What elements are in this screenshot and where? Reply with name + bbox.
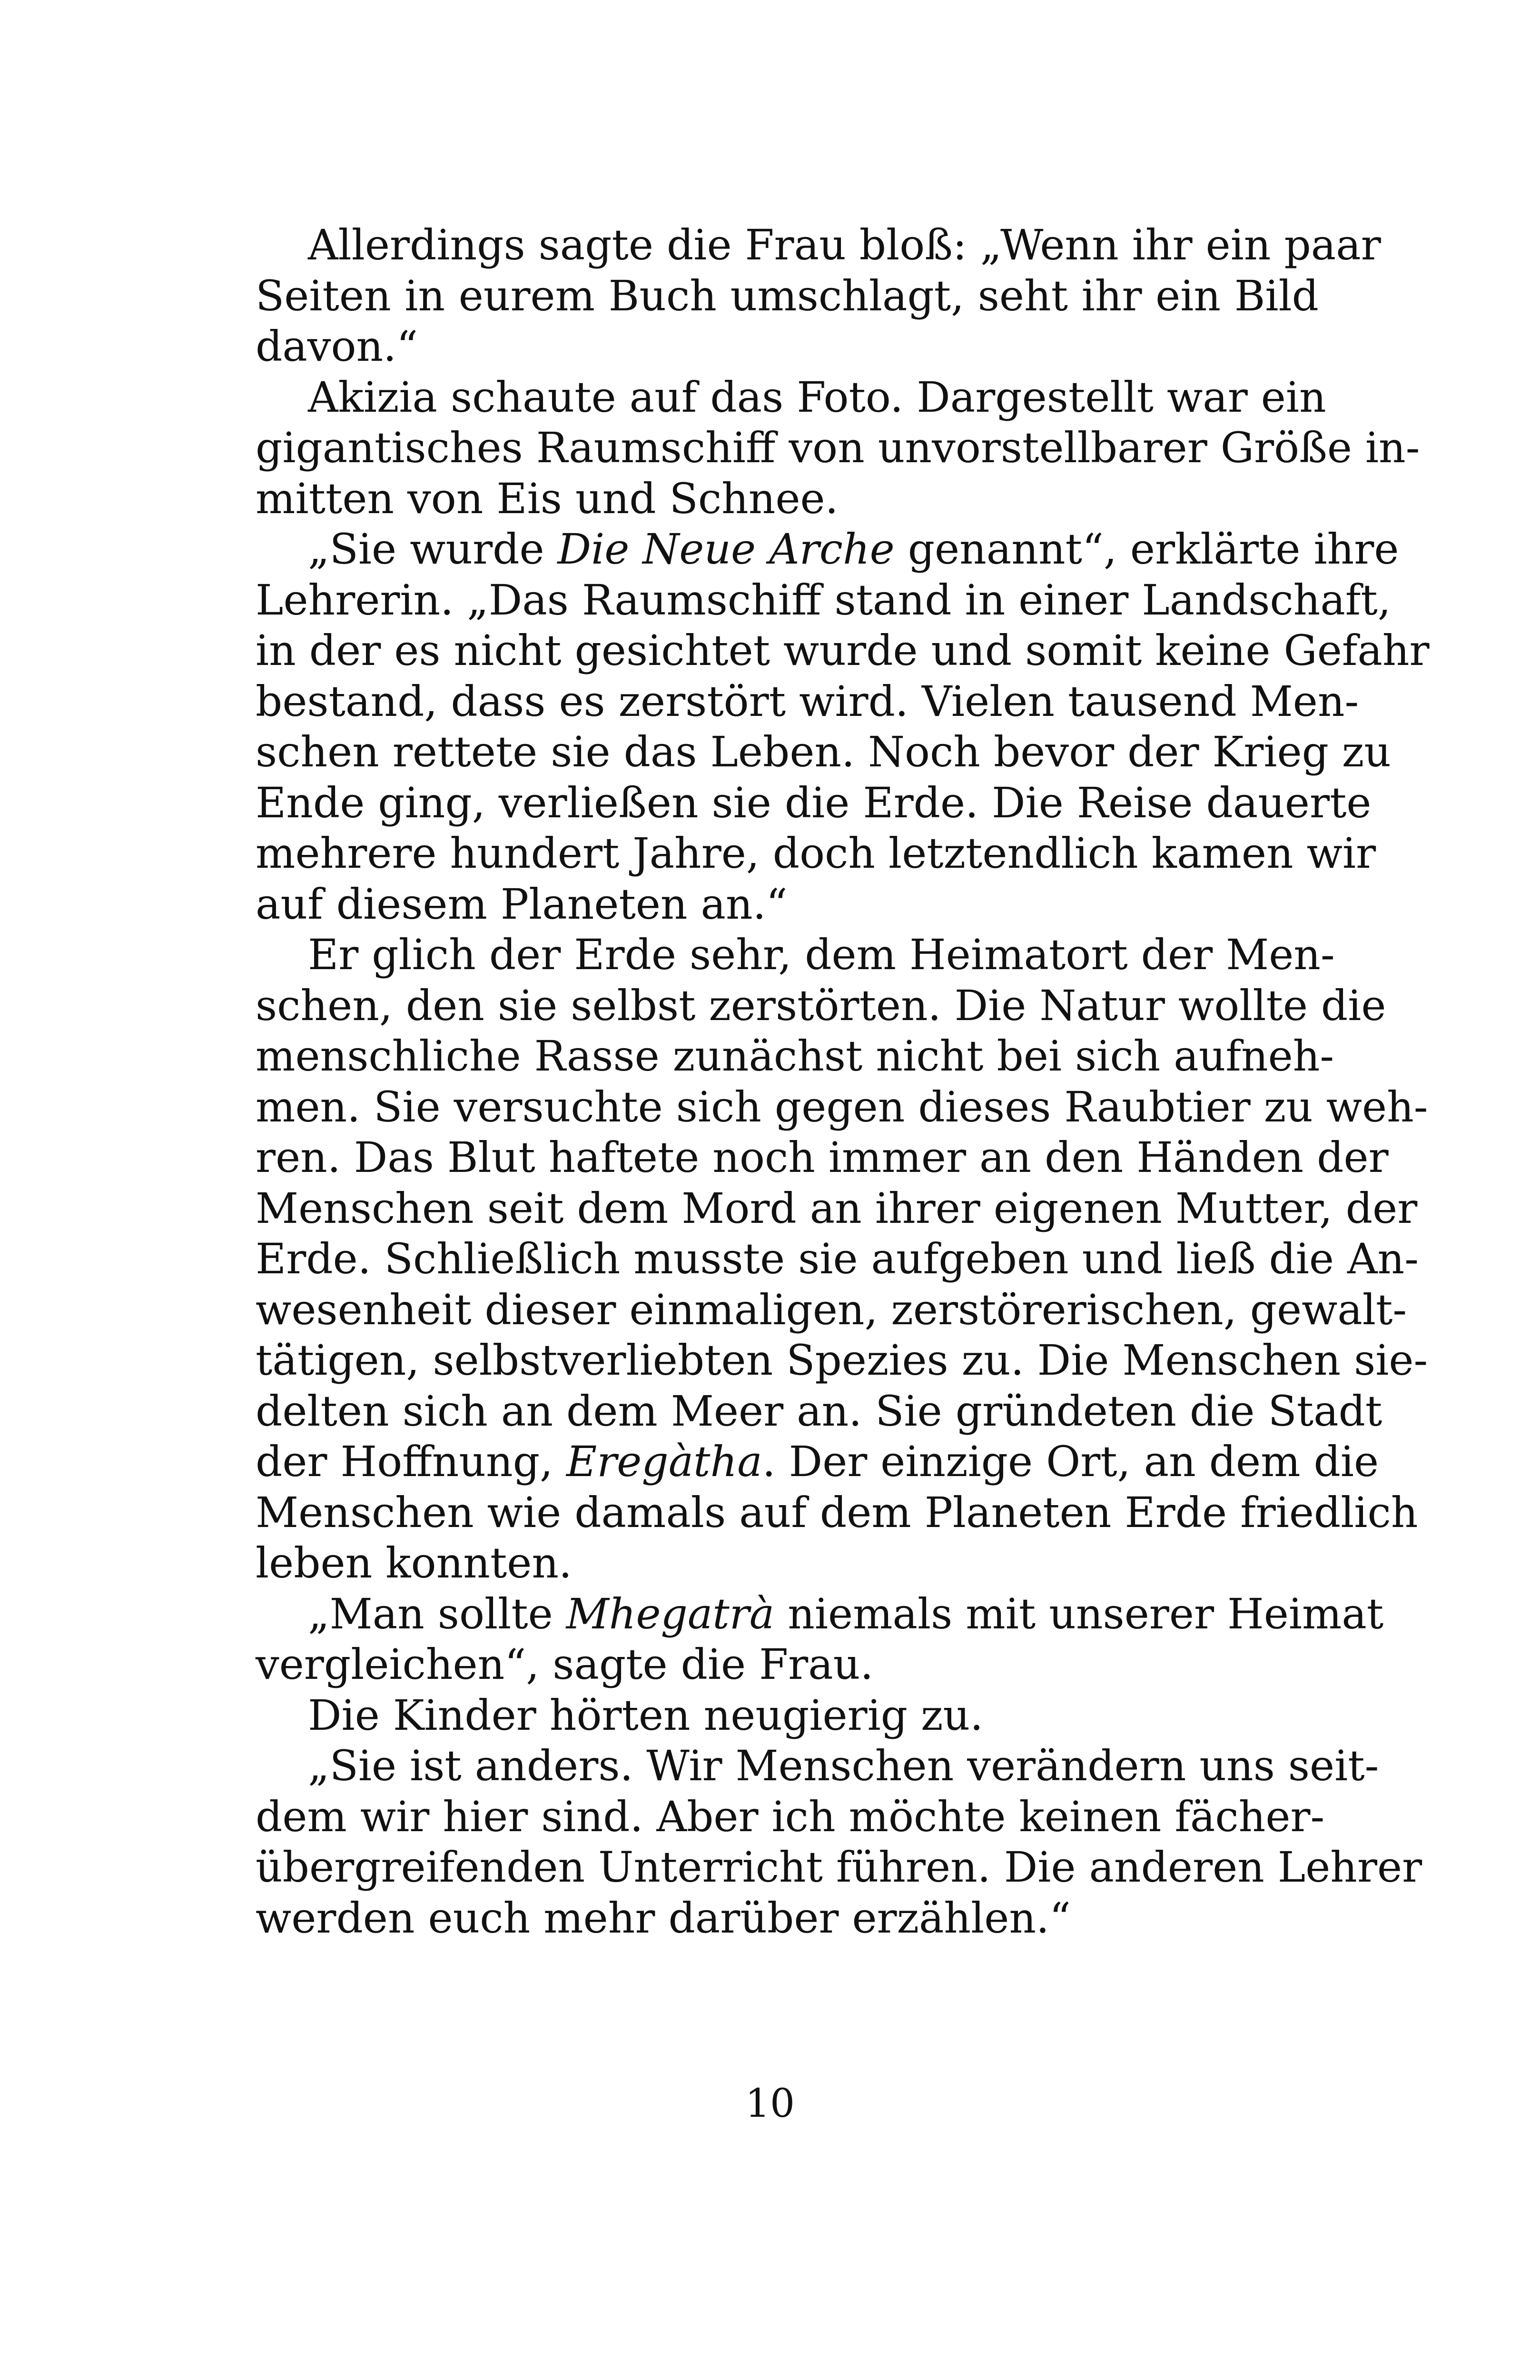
paragraph [256,1589,1384,1690]
text-line: in der es nicht gesichtet wurde und somit keine Gefahr [256,626,1430,675]
text-line [256,524,1399,575]
paragraph [256,930,1428,1589]
text-line: bestand, dass es zerstört wird. Vielen tausend Men- [256,676,1359,726]
paragraph [256,372,1420,525]
text-line: Menschen seit dem Mord an ihrer eigenen Mutter, der [256,1183,1418,1233]
text-line: „Sie ist anders. Wir Menschen verändern uns seit- [308,1741,1379,1790]
text-line: men. Sie versuchte sich gegen dieses Raubtier zu weh- [256,1082,1428,1131]
page-number: 10 [745,2081,795,2126]
text-line: Akizia schaute auf das Foto. Dargestellt war ein [308,372,1326,422]
text-line: gigantisches Raumschiff von unvorstellbarer Größe in- [256,423,1420,472]
text-line: Lehrerin. „Das Raumschiff stand in einer Landschaft, [256,575,1391,625]
text-line: Allerdings sagte die Frau bloß: „Wenn ihr ein paar [308,220,1381,269]
text-line: schen rettete sie das Leben. Noch bevor der Krieg zu [256,727,1391,776]
text-line: Er glich der Erde sehr, dem Heimatort der Men- [308,930,1335,979]
paragraph [256,220,1381,372]
italic-title: Die Neue Arche [557,525,895,574]
text-segment: der Hoffnung, [256,1437,566,1486]
text-line: mitten von Eis und Schnee. [256,474,839,523]
paragraph [256,1741,1422,1944]
text-line [256,1437,1379,1488]
text-line: übergreifenden Unterricht führen. Die anderen Lehrer [256,1843,1422,1892]
italic-title: Mhegatrà [566,1589,775,1638]
text-line: werden euch mehr darüber erzählen.“ [256,1893,1071,1943]
text-segment: niemals mit unserer Heimat [774,1589,1384,1638]
text-line: Die Kinder hörten neugierig zu. [308,1690,984,1740]
paragraph [256,1690,1319,1741]
text-line: dem wir hier sind. Aber ich möchte keinen fächer- [256,1792,1325,1841]
text-line: Menschen wie damals auf dem Planeten Erde friedlich [256,1488,1418,1537]
text-segment: „Man sollte [308,1589,566,1638]
text-line: delten sich an dem Meer an. Sie gründeten die Stadt [256,1386,1382,1436]
text-line: vergleichen“, sagte die Frau. [256,1640,874,1689]
text-line: tätigen, selbstverliebten Spezies zu. Die Menschen sie- [256,1336,1428,1385]
text-line: Erde. Schließlich musste sie aufgeben und ließ die An- [256,1234,1419,1283]
text-line: Seiten in eurem Buch umschlagt, seht ihr ein Bild [256,271,1319,320]
text-line: menschliche Rasse zunächst nicht bei sich aufneh- [256,1031,1334,1081]
text-line: auf diesem Planeten an.“ [256,879,788,929]
text-line [256,1589,1384,1640]
text-segment: genannt“, erklärte ihre [894,525,1399,574]
text-line: Ende ging, verließen sie die Erde. Die Reise dauerte [256,778,1372,827]
text-line: davon.“ [256,322,418,371]
italic-title: Eregàtha [566,1437,762,1486]
text-line: wesenheit dieser einmaligen, zerstörerischen, gewalt- [256,1285,1407,1334]
text-line: leben konnten. [256,1538,573,1587]
text-line: ren. Das Blut haftete noch immer an den Händen der [256,1133,1389,1182]
text-line: mehrere hundert Jahre, doch letztendlich kamen wir [256,829,1376,878]
body-text [256,220,1430,1944]
text-segment: „Sie wurde [308,525,558,574]
paragraph [256,524,1430,930]
text-segment: . Der einzige Ort, an dem die [762,1437,1379,1486]
text-line: schen, den sie selbst zerstörten. Die Natur wollte die [256,981,1386,1030]
